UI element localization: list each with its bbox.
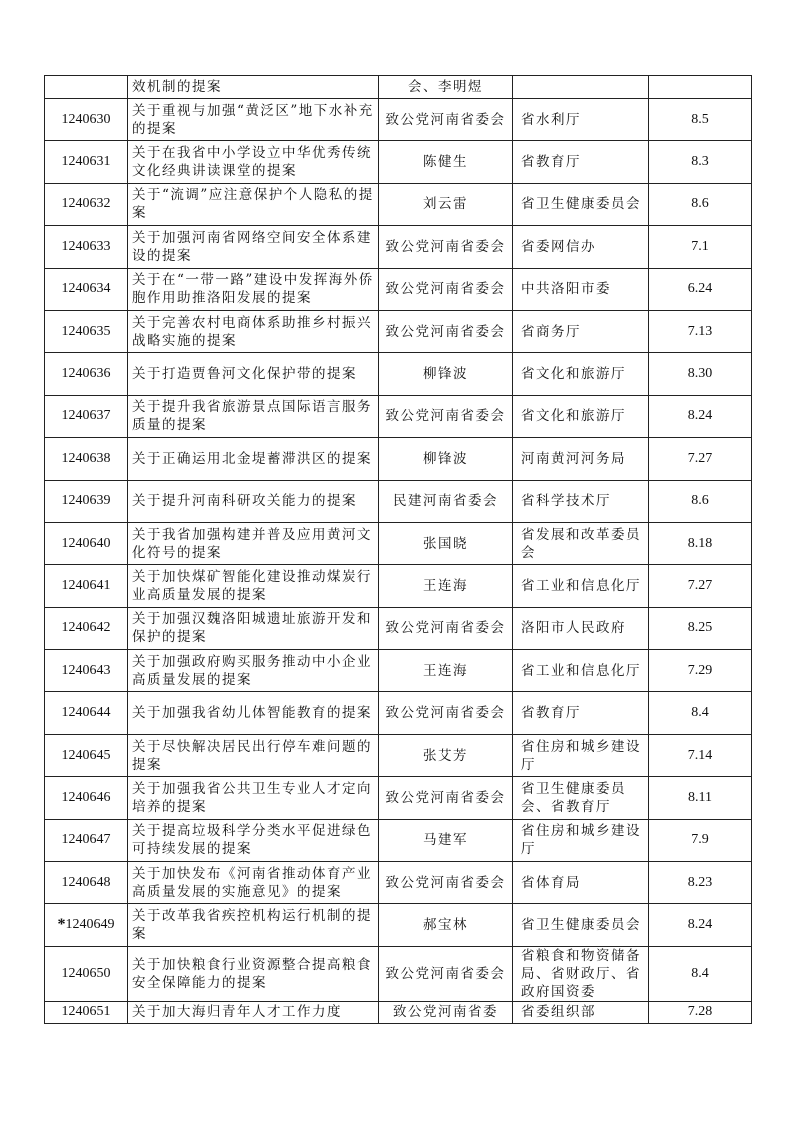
proposal-title: 关于提升河南科研攻关能力的提案: [128, 480, 379, 522]
proposal-number-cell: [45, 522, 128, 564]
table-row: [45, 607, 752, 649]
proposal-title: 关于加快粮食行业资源整合提高粮食安全保障能力的提案: [128, 946, 379, 1001]
completion-date: 7.29: [649, 650, 752, 692]
proposal-number: 1240631: [61, 154, 111, 170]
table-row: [45, 946, 752, 1001]
proposal-title: 关于加强我省幼儿体智能教育的提案: [128, 692, 379, 734]
proposal-number-cell: [45, 438, 128, 480]
table-row: [45, 183, 752, 225]
table-row: [45, 310, 752, 352]
proposal-title: 关于打造贾鲁河文化保护带的提案: [128, 353, 379, 395]
proposer: 致公党河南省委会: [379, 607, 513, 649]
proposer: 王连海: [379, 650, 513, 692]
proposal-title: 效机制的提案: [128, 76, 379, 99]
proposal-number-cell: [45, 226, 128, 268]
proposal-number: 1240639: [61, 493, 111, 509]
proposal-title: 关于加强政府购买服务推动中小企业高质量发展的提案: [128, 650, 379, 692]
proposer: 张艾芳: [379, 734, 513, 776]
proposer: 马建军: [379, 819, 513, 861]
proposal-number: 1240650: [61, 965, 111, 981]
handling-department: 省教育厅: [513, 141, 649, 183]
proposer: 致公党河南省委会: [379, 99, 513, 141]
proposal-number: 1240636: [61, 366, 111, 382]
proposal-title: 关于在“一带一路”建设中发挥海外侨胞作用助推洛阳发展的提案: [128, 268, 379, 310]
proposal-title: 关于我省加强构建并普及应用黄河文化符号的提案: [128, 522, 379, 564]
completion-date: 8.4: [649, 692, 752, 734]
proposal-number-cell: [45, 183, 128, 225]
proposal-number-cell: [45, 862, 128, 904]
handling-department: 省发展和改革委员会: [513, 522, 649, 564]
proposal-title: 关于正确运用北金堤蓄滞洪区的提案: [128, 438, 379, 480]
completion-date: 7.1: [649, 226, 752, 268]
table-row: [45, 650, 752, 692]
proposer: 致公党河南省委: [379, 1001, 513, 1023]
proposal-number-cell: [45, 99, 128, 141]
completion-date: 8.23: [649, 862, 752, 904]
handling-department: 省粮食和物资储备局、省财政厅、省政府国资委: [513, 946, 649, 1001]
proposer: 致公党河南省委会: [379, 777, 513, 819]
handling-department: 省卫生健康委员会、省教育厅: [513, 777, 649, 819]
table-row: [45, 438, 752, 480]
completion-date: 8.24: [649, 904, 752, 946]
proposal-number-cell: [45, 692, 128, 734]
handling-department: 省体育局: [513, 862, 649, 904]
proposer: 致公党河南省委会: [379, 395, 513, 437]
proposal-title: 关于提升我省旅游景点国际语言服务质量的提案: [128, 395, 379, 437]
handling-department: 省水利厅: [513, 99, 649, 141]
completion-date: 7.9: [649, 819, 752, 861]
completion-date: 6.24: [649, 268, 752, 310]
table-row: [45, 480, 752, 522]
proposal-table-body: [45, 76, 752, 1024]
handling-department: 中共洛阳市委: [513, 268, 649, 310]
proposer: 刘云雷: [379, 183, 513, 225]
table-row: [45, 353, 752, 395]
handling-department: 省卫生健康委员会: [513, 904, 649, 946]
completion-date: 8.4: [649, 946, 752, 1001]
table-row: [45, 76, 752, 99]
proposal-number: 1240640: [61, 535, 111, 551]
handling-department: 省住房和城乡建设厅: [513, 734, 649, 776]
handling-department: 省委网信办: [513, 226, 649, 268]
proposal-number: 1240632: [61, 196, 111, 212]
handling-department: 省卫生健康委员会: [513, 183, 649, 225]
proposer: 陈健生: [379, 141, 513, 183]
proposal-title: 关于加强河南省网络空间安全体系建设的提案: [128, 226, 379, 268]
completion-date: 7.28: [649, 1001, 752, 1023]
proposal-table: [44, 75, 752, 1024]
proposal-title: 关于提高垃圾科学分类水平促进绿色可持续发展的提案: [128, 819, 379, 861]
proposal-number-cell: [45, 607, 128, 649]
handling-department: 洛阳市人民政府: [513, 607, 649, 649]
proposal-number-cell: [45, 777, 128, 819]
proposal-title: 关于尽快解决居民出行停车难问题的提案: [128, 734, 379, 776]
proposal-number: 1240651: [61, 1004, 111, 1020]
proposal-number: 1240645: [61, 747, 111, 763]
proposer: 致公党河南省委会: [379, 692, 513, 734]
proposal-number: 1240641: [61, 577, 111, 593]
completion-date: 8.24: [649, 395, 752, 437]
completion-date: 7.13: [649, 310, 752, 352]
proposal-title: 关于加强我省公共卫生专业人才定向培养的提案: [128, 777, 379, 819]
proposal-number: 1240643: [61, 662, 111, 678]
proposal-number: 1240647: [61, 832, 111, 848]
proposal-number-cell: [45, 946, 128, 1001]
proposal-number: 1240634: [61, 281, 111, 297]
proposal-title: 关于加大海归青年人才工作力度: [128, 1001, 379, 1023]
proposal-number-cell: [45, 395, 128, 437]
proposal-number-cell: [45, 904, 128, 946]
table-row: [45, 522, 752, 564]
proposal-number-cell: [45, 268, 128, 310]
table-row: [45, 268, 752, 310]
completion-date: 7.27: [649, 565, 752, 607]
table-row: [45, 819, 752, 861]
completion-date: 8.6: [649, 183, 752, 225]
proposal-number-cell: [45, 353, 128, 395]
completion-date: 8.11: [649, 777, 752, 819]
handling-department: 省工业和信息化厅: [513, 650, 649, 692]
proposal-number: 1240630: [61, 111, 111, 127]
handling-department: 省委组织部: [513, 1001, 649, 1023]
proposal-number-cell: [45, 480, 128, 522]
proposal-number: 1240642: [61, 620, 111, 636]
proposal-title: 关于在我省中小学设立中华优秀传统文化经典讲读课堂的提案: [128, 141, 379, 183]
proposer: 致公党河南省委会: [379, 946, 513, 1001]
completion-date: 8.5: [649, 99, 752, 141]
proposal-title: 关于加快发布《河南省推动体育产业高质量发展的实施意见》的提案: [128, 862, 379, 904]
table-row: [45, 1001, 752, 1023]
proposal-title: 关于“流调”应注意保护个人隐私的提案: [128, 183, 379, 225]
proposal-number: 1240638: [61, 450, 111, 466]
table-row: [45, 862, 752, 904]
handling-department: 省住房和城乡建设厅: [513, 819, 649, 861]
handling-department: 省文化和旅游厅: [513, 353, 649, 395]
table-row: [45, 777, 752, 819]
proposer: 柳锋波: [379, 438, 513, 480]
handling-department: 河南黄河河务局: [513, 438, 649, 480]
proposer: 致公党河南省委会: [379, 268, 513, 310]
proposal-number-cell: [45, 565, 128, 607]
completion-date: 7.27: [649, 438, 752, 480]
proposer: 民建河南省委会: [379, 480, 513, 522]
proposer: 致公党河南省委会: [379, 862, 513, 904]
handling-department: 省文化和旅游厅: [513, 395, 649, 437]
proposer: 柳锋波: [379, 353, 513, 395]
table-row: [45, 395, 752, 437]
proposal-title: 关于完善农村电商体系助推乡村振兴战略实施的提案: [128, 310, 379, 352]
completion-date: 8.18: [649, 522, 752, 564]
proposal-number-cell: [45, 310, 128, 352]
completion-date: 8.30: [649, 353, 752, 395]
proposal-number-cell: [45, 650, 128, 692]
priority-star-mark: *: [57, 916, 66, 934]
table-row: [45, 692, 752, 734]
handling-department: 省科学技术厅: [513, 480, 649, 522]
proposal-number-cell: [45, 76, 128, 99]
completion-date: 8.25: [649, 607, 752, 649]
proposer: 郝宝林: [379, 904, 513, 946]
proposal-title: 关于改革我省疾控机构运行机制的提案: [128, 904, 379, 946]
proposal-number: 1240644: [61, 705, 111, 721]
proposal-number-cell: [45, 819, 128, 861]
proposal-number: 1240648: [61, 874, 111, 890]
proposer: 王连海: [379, 565, 513, 607]
proposal-number: 1240649: [65, 917, 115, 933]
table-row: [45, 226, 752, 268]
proposal-title: 关于重视与加强“黄泛区”地下水补充的提案: [128, 99, 379, 141]
table-row: [45, 734, 752, 776]
proposal-number: 1240646: [61, 789, 111, 805]
proposal-number-cell: [45, 734, 128, 776]
completion-date: [649, 76, 752, 99]
proposer: 张国晓: [379, 522, 513, 564]
completion-date: 8.3: [649, 141, 752, 183]
handling-department: 省教育厅: [513, 692, 649, 734]
handling-department: 省商务厅: [513, 310, 649, 352]
proposal-number: 1240633: [61, 238, 111, 254]
handling-department: [513, 76, 649, 99]
completion-date: 8.6: [649, 480, 752, 522]
proposal-number-cell: [45, 1001, 128, 1023]
proposer: 致公党河南省委会: [379, 226, 513, 268]
proposer: 致公党河南省委会: [379, 310, 513, 352]
proposer: 会、李明煜: [379, 76, 513, 99]
table-row: [45, 904, 752, 946]
proposal-title: 关于加强汉魏洛阳城遗址旅游开发和保护的提案: [128, 607, 379, 649]
proposal-number-cell: [45, 141, 128, 183]
proposal-number: 1240635: [61, 323, 111, 339]
table-row: [45, 99, 752, 141]
completion-date: 7.14: [649, 734, 752, 776]
proposal-title: 关于加快煤矿智能化建设推动煤炭行业高质量发展的提案: [128, 565, 379, 607]
handling-department: 省工业和信息化厅: [513, 565, 649, 607]
proposal-number: 1240637: [61, 408, 111, 424]
table-row: [45, 565, 752, 607]
table-row: [45, 141, 752, 183]
